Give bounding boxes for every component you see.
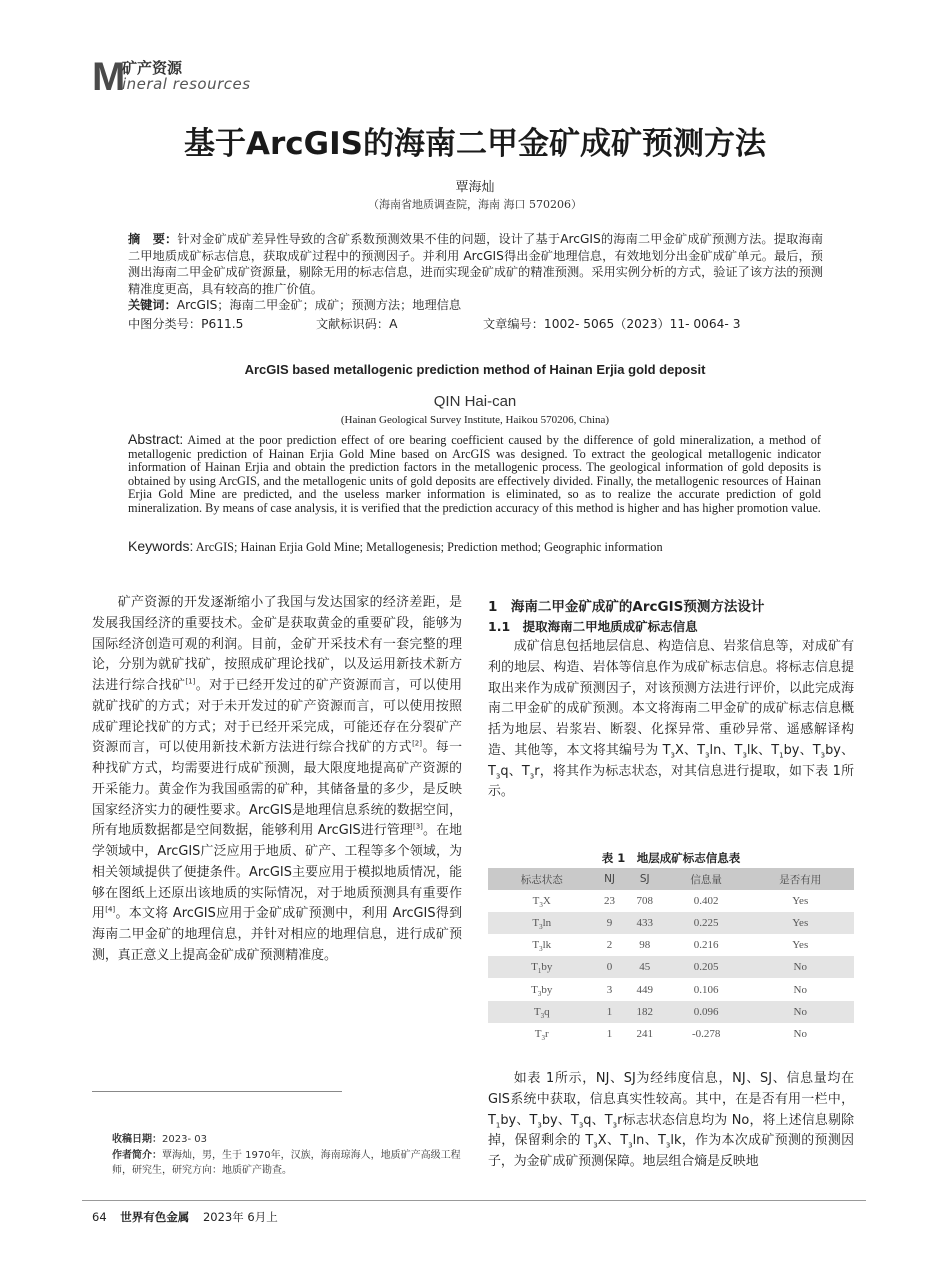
metallogenic-indicator-table: [488, 868, 854, 1045]
english-keywords-label: Keywords:: [128, 538, 194, 554]
page-footer: [92, 1209, 288, 1225]
keywords-label: 关键词：: [128, 298, 177, 312]
logo-chinese: 矿产资源: [122, 59, 183, 77]
table-row: $T_1by$ 0 45 0.205 No: [488, 956, 854, 978]
table-row: $T_3by$ 3 449 0.106 No: [531, 983, 807, 998]
english-abstract: [128, 433, 821, 516]
footnote-divider: [92, 1091, 342, 1092]
logo-english: ineral resources: [122, 75, 251, 93]
english-abstract-text: Aimed at the poor prediction effect of ore bearing coefficient caused by the difference of gold mineralization, a method of metallogenic prediction of Hainan Erjia Gold Mine based on ArcGIS was designed. To extract the geological metallogenic indicator information of Hainan Erjia and obtain the prediction factors in the metallogenic process. The geological information of gold deposits is obtained by using ArcGIS, and the metallogenic units of gold deposits are effectively divided. Finally, the metallogenic resources of Hainan Erjia Gold Mine are predicted, and the useless marker information is eliminated, so as to realize the accurate prediction of gold mineralization. By means of case analysis, it is verified that the prediction accuracy of this method is higher and has higher promotion value.: [128, 433, 821, 515]
table-header-row: [488, 868, 854, 890]
table-row: $T_3q$ 1 182 0.096 No: [488, 1001, 854, 1023]
abstract-text: 针对金矿成矿差异性导致的含矿系数预测效果不佳的问题，设计了基于ArcGIS的海南二甲金矿成矿预测方法。提取海南二甲地质成矿标志信息，获取成矿过程中的预测因子。并利用 ArcGIS得出金矿地理信息，有效地划分出金矿成矿单元。最后，预测出海南二甲金矿成矿资源量，剔除无用的标志信息，进而实现金矿成矿的精准预测。采用实例分析的方式，验证了该方法的预测精准度更高，具有较高的推广价值。: [128, 232, 824, 296]
article-number: 文章编号：1002- 5065（2023）11- 0064- 3: [483, 317, 741, 331]
author-affiliation: （海南省地质调查院，海南 海口 570206）: [368, 198, 582, 211]
author-bio: 覃海灿，男，生于 1970年，汉族，海南琼海人，地质矿产高级工程师，研究生，研究方向：地质矿产勘查。: [112, 1149, 461, 1176]
english-title: ArcGIS based metallogenic prediction method of Hainan Erjia gold deposit: [244, 362, 706, 377]
section-heading-1-1: 1.1 提取海南二甲地质成矿标志信息: [488, 619, 698, 634]
citation-3[interactable]: [3]: [412, 822, 423, 831]
col-header-status: 标志状态: [488, 868, 595, 890]
journal-logo: [92, 55, 352, 99]
english-keywords-text: ArcGIS; Hainan Erjia Gold Mine; Metallogenesis; Prediction method; Geographic information: [193, 540, 663, 554]
col-header-info: 信息量: [666, 868, 747, 890]
clc-number: 中图分类号：P611.5: [128, 317, 244, 331]
author-name: 覃海灿: [455, 180, 495, 195]
section-1-1-paragraph: 成矿信息包括地层信息、构造信息、岩浆信息等，对成矿有利的地层、构造、岩体等信息作为成矿标志信息。将标志信息提取出来作为成矿预测因子，对该预测方法进行评价，以此完成海南二甲金矿的成矿预测。本文将海南二甲金矿的成矿标志信息概括为地层、岩浆岩、断裂、化探异常、重砂异常、遥感解译构造、其他等，本文将其编号为 $T_3X$、$T_3\ln$、$T_3lk$、$T_1by$、$T_3by$、$T_3q$、$T_3r$，将其作为标志状态，对其信息进行提取，如下表 1所示。: [488, 639, 854, 800]
received-date: 2023- 03: [162, 1134, 207, 1145]
english-keywords: [128, 538, 828, 555]
citation-2[interactable]: [2]: [412, 739, 422, 748]
col-header-sj: SJ: [624, 868, 666, 890]
page-number: 64: [92, 1210, 107, 1224]
table-discussion-paragraph: 如表 1所示，NJ、SJ为经纬度信息，NJ、SJ、信息量均在 GIS系统中获取，信息真实性较高。其中，在是否有用一栏中，$T_1by$、$T_3by$、$T_3q$、$T_3r$标志状态信息均为 No，将上述信息剔除掉，保留剩余的 $T_3X$、$T_3\ln$、$T_3lk$，作为本次成矿预测的预测因子，为金矿成矿预测保障。地层组合熵是反映地: [488, 1071, 855, 1169]
english-author: QIN Hai-can: [433, 393, 517, 410]
footnote: 收稿日期：2023- 03 作者简介：覃海灿，男，生于 1970年，汉族，海南琼海人，地质矿产高级工程师，研究生，研究方向：地质矿产勘查。: [112, 1134, 461, 1176]
table-row: $T_3\ln$ 9 433 0.225 Yes: [488, 912, 854, 934]
issue-date: 2023年 6月上: [202, 1210, 278, 1224]
document-code: 文献标识码：A: [316, 317, 398, 331]
left-column-body: [92, 593, 462, 967]
paper-title: 基于ArcGIS的海南二甲金矿成矿预测方法: [184, 126, 766, 162]
col-header-useful: 是否有用: [746, 868, 854, 890]
col-header-nj: NJ: [595, 868, 623, 890]
intro-paragraph: 矿产资源的开发逐渐缩小了我国与发达国家的经济差距，是发展我国经济的重要技术。金矿是获取黄金的重要矿段，能够为国际经济创造可观的利润。目前，金矿开采技术有一套完整的理论，分别为就矿找矿，按照成矿理论找矿，以及运用新技术新方法进行综合找矿[1]。对于已经开发过的矿产资源而言，可以使用就矿找矿的方式；对于未开发过的矿产资源而言，可以使用按照成矿理论找矿的方式；对于已经开采完成，可能还存在分裂矿产资源而言，可以使用新技术新方法进行综合找矿的方式[2]。每一种找矿方式，均需要进行成矿预测，最大限度地提高矿产资源的开采能力。黄金作为我国亟需的矿种，其储备量的多少，是反映国家经济实力的硬性要求。ArcGIS是地理信息系统的数据空间，所有地质数据都是空间数据，能够利用 ArcGIS进行管理[3]。在地学领域中，ArcGIS广泛应用于地质、矿产、工程等多个领域，为相关领域提供了便捷条件。ArcGIS主要应用于模拟地质情况，能够在图纸上还原出该地质的实际情况，对于地质预测具有重要作用[4]。本文将 ArcGIS应用于金矿成矿预测中，利用 ArcGIS得到海南二甲金矿的地理信息，并针对相应的地理信息，进行成矿预测，真正意义上提高金矿成矿预测精准度。: [92, 595, 463, 963]
logo-letter: M: [92, 55, 126, 99]
citation-1[interactable]: [1]: [185, 677, 196, 686]
table-caption: 表 1 地层成矿标志信息表: [601, 851, 741, 865]
english-abstract-label: Abstract:: [128, 431, 184, 447]
footer-divider: [82, 1200, 866, 1201]
keywords-text: ArcGIS；海南二甲金矿；成矿；预测方法；地理信息: [176, 298, 462, 312]
citation-4[interactable]: [4]: [105, 905, 116, 914]
english-affiliation: (Hainan Geological Survey Institute, Haikou 570206, China): [340, 414, 610, 426]
table-row: $T_3X$ 23 708 0.402 Yes: [532, 895, 809, 910]
section-heading-1: 1 海南二甲金矿成矿的ArcGIS预测方法设计: [488, 599, 765, 615]
table-row: $T_3r$ 1 241 -0.278 No: [534, 1027, 807, 1042]
journal-name: 世界有色金属: [120, 1210, 190, 1224]
abstract-label: 摘 要：: [128, 232, 178, 246]
chinese-abstract: [128, 231, 823, 314]
table-row: $T_3lk$ 2 98 0.216 Yes: [532, 939, 809, 954]
